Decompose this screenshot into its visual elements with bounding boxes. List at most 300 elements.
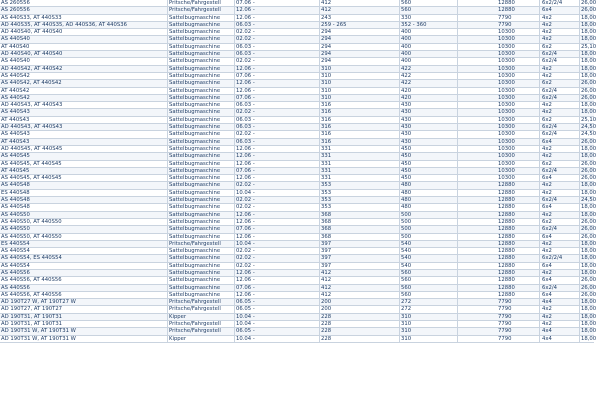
table-cell: 331 bbox=[320, 168, 400, 174]
table-cell: 18,00 bbox=[581, 14, 596, 21]
table-cell: AS 440S33, AT 440S33 bbox=[0, 15, 168, 21]
table-cell: AS 440S42 bbox=[0, 95, 168, 101]
table-cell: Pritsche/Fahrgestell bbox=[168, 299, 235, 305]
table-cell: 500 bbox=[400, 234, 458, 240]
table-cell: 26,00 bbox=[581, 80, 596, 87]
table-cell: Sattelbugmaschine bbox=[168, 80, 235, 86]
table-cell: 331 bbox=[320, 153, 400, 159]
table-cell: 10300 bbox=[458, 153, 540, 159]
table-cell: 10300 bbox=[458, 73, 540, 79]
table-cell: 10.04 - bbox=[235, 241, 320, 247]
table-row[interactable] bbox=[0, 15, 594, 22]
table-cell: 560 bbox=[400, 0, 458, 6]
table-cell: 12880 bbox=[458, 190, 540, 196]
table-cell: 26,00 bbox=[581, 284, 596, 291]
table-cell: 331 bbox=[320, 146, 400, 152]
table-row[interactable] bbox=[0, 124, 594, 131]
table-cell: 353 bbox=[320, 182, 400, 188]
table-cell: 12880 bbox=[458, 7, 540, 13]
table-cell: 18,00 bbox=[581, 58, 596, 65]
table-cell: 12.06 - bbox=[235, 15, 320, 21]
table-row[interactable] bbox=[0, 314, 594, 321]
table-cell: 18,00 bbox=[581, 262, 596, 269]
table-row[interactable] bbox=[0, 182, 594, 189]
table-cell: 6x2/4 bbox=[540, 51, 580, 57]
table-cell: AS 440S45 bbox=[0, 153, 168, 159]
table-cell: 02.02 - bbox=[235, 263, 320, 269]
table-cell: 353 bbox=[320, 204, 400, 210]
table-cell: 560 bbox=[400, 277, 458, 283]
table-cell: 316 bbox=[320, 131, 400, 137]
table-cell: 430 bbox=[400, 139, 458, 145]
table-cell: 7790 bbox=[458, 314, 540, 320]
table-cell: Sattelbugmaschine bbox=[168, 153, 235, 159]
table-cell: 272 bbox=[400, 306, 458, 312]
table-cell: 6x4 bbox=[540, 175, 580, 181]
table-cell: 4x2 bbox=[540, 314, 580, 320]
table-cell: 400 bbox=[400, 29, 458, 35]
table-cell: AS 440S54 bbox=[0, 263, 168, 269]
table-row[interactable] bbox=[0, 73, 594, 80]
table-cell: 430 bbox=[400, 109, 458, 115]
table-cell: Kipper bbox=[168, 314, 235, 320]
table-cell: Sattelbugmaschine bbox=[168, 197, 235, 203]
table-cell: 397 bbox=[320, 263, 400, 269]
table-cell: 294 bbox=[320, 44, 400, 50]
table-row[interactable] bbox=[0, 102, 594, 109]
table-cell: 294 bbox=[320, 29, 400, 35]
table-cell: 12880 bbox=[458, 182, 540, 188]
table-cell: 310 bbox=[320, 73, 400, 79]
table-cell: Sattelbugmaschine bbox=[168, 73, 235, 79]
table-cell: 10300 bbox=[458, 66, 540, 72]
table-row[interactable] bbox=[0, 255, 594, 262]
table-row[interactable] bbox=[0, 95, 594, 102]
table-row[interactable] bbox=[0, 153, 594, 160]
table-cell: Sattelbugmaschine bbox=[168, 139, 235, 145]
table-cell: AT 440S40 bbox=[0, 44, 168, 50]
table-cell: 272 bbox=[400, 299, 458, 305]
table-cell: 500 bbox=[400, 212, 458, 218]
table-cell: 4x2 bbox=[540, 182, 580, 188]
table-cell: AS 440S42, AT 440S42 bbox=[0, 80, 168, 86]
table-cell: 18,00 bbox=[581, 153, 596, 160]
table-cell: Pritsche/Fahrgestell bbox=[168, 241, 235, 247]
table-cell: 10300 bbox=[458, 109, 540, 115]
table-row[interactable] bbox=[0, 270, 594, 277]
table-cell: AS 440S48 bbox=[0, 204, 168, 210]
table-row[interactable] bbox=[0, 146, 594, 153]
table-cell: 26,00 bbox=[581, 87, 596, 94]
table-cell: 10.04 - bbox=[235, 321, 320, 327]
table-cell: 26,00 bbox=[581, 7, 596, 14]
table-cell: 12880 bbox=[458, 226, 540, 232]
table-cell: 12.06 - bbox=[235, 270, 320, 276]
table-cell: 6x2 bbox=[540, 80, 580, 86]
table-row[interactable] bbox=[0, 168, 594, 175]
table-cell: 26,00 bbox=[581, 218, 596, 225]
table-cell: 6x2/4 bbox=[540, 124, 580, 130]
table-cell: Sattelbugmaschine bbox=[168, 212, 235, 218]
table-cell: 12880 bbox=[458, 277, 540, 283]
table-cell: AT 440S43 bbox=[0, 139, 168, 145]
table-cell: 12880 bbox=[458, 263, 540, 269]
table-cell: AS 440S48 bbox=[0, 197, 168, 203]
table-cell: AD 440S45, AT 440S45 bbox=[0, 146, 168, 152]
table-row[interactable] bbox=[0, 336, 594, 343]
table-cell: AS 440S56, AT 440S56 bbox=[0, 292, 168, 298]
table-cell: 422 bbox=[400, 66, 458, 72]
table-cell: 12880 bbox=[458, 197, 540, 203]
table-cell: 12880 bbox=[458, 219, 540, 225]
table-cell: 400 bbox=[400, 36, 458, 42]
table-cell: 18,00 bbox=[581, 321, 596, 328]
table-cell: 24,50 bbox=[581, 197, 596, 204]
table-row[interactable] bbox=[0, 197, 594, 204]
table-cell: 200 bbox=[320, 306, 400, 312]
table-cell: 06.03 - bbox=[235, 44, 320, 50]
table-cell: 06.05 - bbox=[235, 299, 320, 305]
table-cell: 06.05 - bbox=[235, 306, 320, 312]
table-row[interactable] bbox=[0, 139, 594, 146]
table-cell: AD 190T31, AT 190T31 bbox=[0, 321, 168, 327]
table-cell: 412 bbox=[320, 0, 400, 6]
table-cell: 6x2/4 bbox=[540, 197, 580, 203]
table-row[interactable] bbox=[0, 58, 594, 65]
table-cell: Sattelbugmaschine bbox=[168, 263, 235, 269]
table-cell: 4x2 bbox=[540, 212, 580, 218]
table-row[interactable] bbox=[0, 219, 594, 226]
table-cell: Sattelbugmaschine bbox=[168, 226, 235, 232]
table-cell: AS 440S50 bbox=[0, 226, 168, 232]
table-row[interactable] bbox=[0, 7, 594, 14]
table-cell: 10300 bbox=[458, 44, 540, 50]
table-cell: 10300 bbox=[458, 161, 540, 167]
table-cell: 02.02 - bbox=[235, 29, 320, 35]
table-cell: Sattelbugmaschine bbox=[168, 131, 235, 137]
table-cell: AD 190T27, AT 190T27 bbox=[0, 306, 168, 312]
table-row[interactable] bbox=[0, 161, 594, 168]
table-cell: 10300 bbox=[458, 131, 540, 137]
table-cell: 10300 bbox=[458, 124, 540, 130]
table-row[interactable] bbox=[0, 44, 594, 51]
table-cell: AD 440S43, AT 440S43 bbox=[0, 124, 168, 130]
table-cell: 10300 bbox=[458, 146, 540, 152]
table-cell: 6x4 bbox=[540, 139, 580, 145]
table-cell: 10300 bbox=[458, 51, 540, 57]
table-cell: 6x4 bbox=[540, 234, 580, 240]
table-cell: 12880 bbox=[458, 255, 540, 261]
table-row[interactable] bbox=[0, 175, 594, 182]
table-cell: AS 440S54, ES 440S54 bbox=[0, 255, 168, 261]
table-cell: AS 440S48 bbox=[0, 182, 168, 188]
table-row[interactable] bbox=[0, 292, 594, 299]
table-cell: AS 440S40 bbox=[0, 36, 168, 42]
table-cell: 6x4 bbox=[540, 263, 580, 269]
table-cell: 560 bbox=[400, 292, 458, 298]
table-cell: 12880 bbox=[458, 248, 540, 254]
table-row[interactable] bbox=[0, 36, 594, 43]
table-cell: 18,00 bbox=[581, 211, 596, 218]
table-cell: Sattelbugmaschine bbox=[168, 102, 235, 108]
table-cell: 243 bbox=[320, 15, 400, 21]
table-cell: 10300 bbox=[458, 29, 540, 35]
table-cell: 7790 bbox=[458, 321, 540, 327]
table-cell: 353 bbox=[320, 197, 400, 203]
table-cell: 18,00 bbox=[581, 21, 596, 28]
table-cell: 500 bbox=[400, 219, 458, 225]
table-cell: 18,00 bbox=[581, 328, 596, 335]
table-cell: 10.04 - bbox=[235, 314, 320, 320]
table-row[interactable] bbox=[0, 0, 594, 7]
table-cell: 368 bbox=[320, 234, 400, 240]
table-cell: AS 440S45, AT 440S45 bbox=[0, 161, 168, 167]
table-cell: 259 - 265 bbox=[320, 22, 400, 28]
table-cell: 12880 bbox=[458, 204, 540, 210]
table-cell: 12880 bbox=[458, 285, 540, 291]
table-cell: 316 bbox=[320, 117, 400, 123]
table-cell: 6x2/4 bbox=[540, 285, 580, 291]
table-cell: 4x2 bbox=[540, 270, 580, 276]
table-cell: Sattelbugmaschine bbox=[168, 182, 235, 188]
table-cell: Sattelbugmaschine bbox=[168, 255, 235, 261]
table-row[interactable] bbox=[0, 88, 594, 95]
table-cell: 07.06 - bbox=[235, 285, 320, 291]
table-cell: 26,00 bbox=[581, 291, 596, 298]
table-cell: 18,00 bbox=[581, 255, 596, 262]
table-cell: 450 bbox=[400, 146, 458, 152]
table-cell: 6x2 bbox=[540, 219, 580, 225]
table-cell: 12.06 - bbox=[235, 212, 320, 218]
table-row[interactable] bbox=[0, 328, 594, 335]
table-cell: 06.03 - bbox=[235, 124, 320, 130]
table-row[interactable] bbox=[0, 226, 594, 233]
table-cell: Sattelbugmaschine bbox=[168, 44, 235, 50]
table-row[interactable] bbox=[0, 299, 594, 306]
table-cell: 02.02 - bbox=[235, 197, 320, 203]
table-cell: 12.06 - bbox=[235, 66, 320, 72]
table-cell: Pritsche/Fahrgestell bbox=[168, 0, 235, 6]
table-cell: Pritsche/Fahrgestell bbox=[168, 328, 235, 334]
table-cell: 352 - 360 bbox=[400, 22, 458, 28]
table-cell: 4x2 bbox=[540, 109, 580, 115]
table-cell: 12880 bbox=[458, 292, 540, 298]
table-cell: 540 bbox=[400, 241, 458, 247]
table-cell: Sattelbugmaschine bbox=[168, 15, 235, 21]
table-cell: 450 bbox=[400, 175, 458, 181]
table-cell: 4x2 bbox=[540, 36, 580, 42]
table-cell: 18,00 bbox=[581, 182, 596, 189]
table-row[interactable] bbox=[0, 248, 594, 255]
table-cell: 10300 bbox=[458, 117, 540, 123]
table-cell: 430 bbox=[400, 131, 458, 137]
table-cell: AD 190T31 W, AT 190T31 W bbox=[0, 336, 168, 342]
table-cell: 18,00 bbox=[581, 204, 596, 211]
table-cell: 12.06 - bbox=[235, 146, 320, 152]
table-cell: 228 bbox=[320, 321, 400, 327]
table-row[interactable] bbox=[0, 234, 594, 241]
table-cell: 310 bbox=[320, 80, 400, 86]
table-cell: AS 440S54 bbox=[0, 248, 168, 254]
table-cell: 26,00 bbox=[581, 277, 596, 284]
table-cell: 450 bbox=[400, 153, 458, 159]
table-cell: 294 bbox=[320, 58, 400, 64]
table-cell: 26,00 bbox=[581, 175, 596, 182]
table-cell: 24,50 bbox=[581, 124, 596, 131]
table-cell: 18,00 bbox=[581, 72, 596, 79]
table-cell: 368 bbox=[320, 212, 400, 218]
table-cell: Sattelbugmaschine bbox=[168, 22, 235, 28]
table-cell: 228 bbox=[320, 328, 400, 334]
table-cell: 450 bbox=[400, 161, 458, 167]
table-cell: 02.02 - bbox=[235, 131, 320, 137]
table-cell: 18,00 bbox=[581, 102, 596, 109]
table-cell: AD 440S40, AT 440S40 bbox=[0, 51, 168, 57]
table-cell: Sattelbugmaschine bbox=[168, 36, 235, 42]
table-row[interactable] bbox=[0, 109, 594, 116]
table-cell: 12.06 - bbox=[235, 219, 320, 225]
table-row[interactable] bbox=[0, 306, 594, 313]
table-cell: 450 bbox=[400, 168, 458, 174]
table-cell: 6x2/4 bbox=[540, 168, 580, 174]
table-cell: 6x2/4 bbox=[540, 226, 580, 232]
table-cell: 18,00 bbox=[581, 335, 596, 342]
table-row[interactable] bbox=[0, 190, 594, 197]
table-cell: 4x2 bbox=[540, 102, 580, 108]
table-cell: 26,00 bbox=[581, 94, 596, 101]
table-cell: AT 440S43 bbox=[0, 117, 168, 123]
table-cell: 480 bbox=[400, 190, 458, 196]
table-cell: 480 bbox=[400, 197, 458, 203]
table-cell: Sattelbugmaschine bbox=[168, 219, 235, 225]
table-cell: 400 bbox=[400, 58, 458, 64]
table-cell: 18,00 bbox=[581, 269, 596, 276]
table-cell: 4x2 bbox=[540, 306, 580, 312]
table-cell: Sattelbugmaschine bbox=[168, 58, 235, 64]
table-cell: 18,00 bbox=[581, 65, 596, 72]
table-cell: Sattelbugmaschine bbox=[168, 277, 235, 283]
table-row[interactable] bbox=[0, 66, 594, 73]
table-row[interactable] bbox=[0, 212, 594, 219]
table-cell: 12.06 - bbox=[235, 161, 320, 167]
table-cell: AS 440S50 bbox=[0, 212, 168, 218]
table-row[interactable] bbox=[0, 263, 594, 270]
table-row[interactable] bbox=[0, 29, 594, 36]
table-cell: 6x4 bbox=[540, 7, 580, 13]
table-row[interactable] bbox=[0, 285, 594, 292]
table-cell: 310 bbox=[320, 88, 400, 94]
table-cell: 316 bbox=[320, 102, 400, 108]
table-cell: Sattelbugmaschine bbox=[168, 66, 235, 72]
table-cell: 4x2 bbox=[540, 73, 580, 79]
table-row[interactable] bbox=[0, 117, 594, 124]
table-row[interactable] bbox=[0, 277, 594, 284]
table-cell: 316 bbox=[320, 109, 400, 115]
table-row[interactable] bbox=[0, 22, 594, 29]
table-row[interactable] bbox=[0, 241, 594, 248]
table-cell: ES 440S54 bbox=[0, 241, 168, 247]
table-cell: Kipper bbox=[168, 336, 235, 342]
table-cell: 330 bbox=[400, 15, 458, 21]
table-cell: 12.06 - bbox=[235, 175, 320, 181]
table-cell: AS 440S56 bbox=[0, 270, 168, 276]
table-cell: AS 440S40 bbox=[0, 58, 168, 64]
table-cell: 10300 bbox=[458, 80, 540, 86]
table-cell: 06.03 - bbox=[235, 139, 320, 145]
table-cell: Sattelbugmaschine bbox=[168, 270, 235, 276]
table-cell: 316 bbox=[320, 124, 400, 130]
table-cell: 412 bbox=[320, 292, 400, 298]
table-cell: Sattelbugmaschine bbox=[168, 117, 235, 123]
table-cell: 07.06 - bbox=[235, 168, 320, 174]
table-cell: 24,50 bbox=[581, 131, 596, 138]
table-cell: 310 bbox=[400, 336, 458, 342]
table-cell: 294 bbox=[320, 36, 400, 42]
table-cell: Pritsche/Fahrgestell bbox=[168, 7, 235, 13]
table-row[interactable] bbox=[0, 321, 594, 328]
table-cell: 4x4 bbox=[540, 328, 580, 334]
table-cell: 10300 bbox=[458, 58, 540, 64]
table-cell: 02.02 - bbox=[235, 109, 320, 115]
table-cell: AS 440S42 bbox=[0, 73, 168, 79]
table-cell: 331 bbox=[320, 175, 400, 181]
table-cell: 02.02 - bbox=[235, 255, 320, 261]
table-cell: Sattelbugmaschine bbox=[168, 234, 235, 240]
table-cell: 6x4 bbox=[540, 204, 580, 210]
table-cell: 18,00 bbox=[581, 145, 596, 152]
table-cell: AD 190T27 W, AT 190T27 W bbox=[0, 299, 168, 305]
table-cell: 540 bbox=[400, 248, 458, 254]
table-cell: 422 bbox=[400, 73, 458, 79]
table-cell: 18,00 bbox=[581, 109, 596, 116]
table-cell: 540 bbox=[400, 255, 458, 261]
table-cell: 26,00 bbox=[581, 160, 596, 167]
table-row[interactable] bbox=[0, 204, 594, 211]
table-cell: 6x2 bbox=[540, 44, 580, 50]
table-cell: AS 440S43 bbox=[0, 109, 168, 115]
table-cell: 6x4 bbox=[540, 277, 580, 283]
table-cell: 26,00 bbox=[581, 226, 596, 233]
table-cell: 4x2 bbox=[540, 321, 580, 327]
table-cell: AD 440S40, AT 440S40 bbox=[0, 29, 168, 35]
table-row[interactable] bbox=[0, 51, 594, 58]
table-cell: 26,00 bbox=[581, 138, 596, 145]
table-row[interactable] bbox=[0, 131, 594, 138]
table-cell: 400 bbox=[400, 44, 458, 50]
table-cell: 560 bbox=[400, 7, 458, 13]
table-cell: AT 440S45 bbox=[0, 168, 168, 174]
table-cell: 10.04 - bbox=[235, 336, 320, 342]
table-cell: AS 260556 bbox=[0, 0, 168, 6]
table-cell: 10300 bbox=[458, 36, 540, 42]
table-cell: AD 440S42, AT 440S42 bbox=[0, 66, 168, 72]
table-cell: 228 bbox=[320, 336, 400, 342]
table-cell: 07.06 - bbox=[235, 95, 320, 101]
table-cell: 12880 bbox=[458, 212, 540, 218]
table-cell: 400 bbox=[400, 51, 458, 57]
table-cell: 18,00 bbox=[581, 248, 596, 255]
table-cell: 500 bbox=[400, 226, 458, 232]
table-cell: 310 bbox=[400, 328, 458, 334]
table-cell: 18,00 bbox=[581, 299, 596, 306]
table-cell: 4x2 bbox=[540, 146, 580, 152]
table-cell: Sattelbugmaschine bbox=[168, 51, 235, 57]
table-cell: 4x2 bbox=[540, 190, 580, 196]
table-cell: 06.03 - bbox=[235, 102, 320, 108]
table-cell: 18,00 bbox=[581, 29, 596, 36]
table-cell: 353 bbox=[320, 190, 400, 196]
table-row[interactable] bbox=[0, 80, 594, 87]
